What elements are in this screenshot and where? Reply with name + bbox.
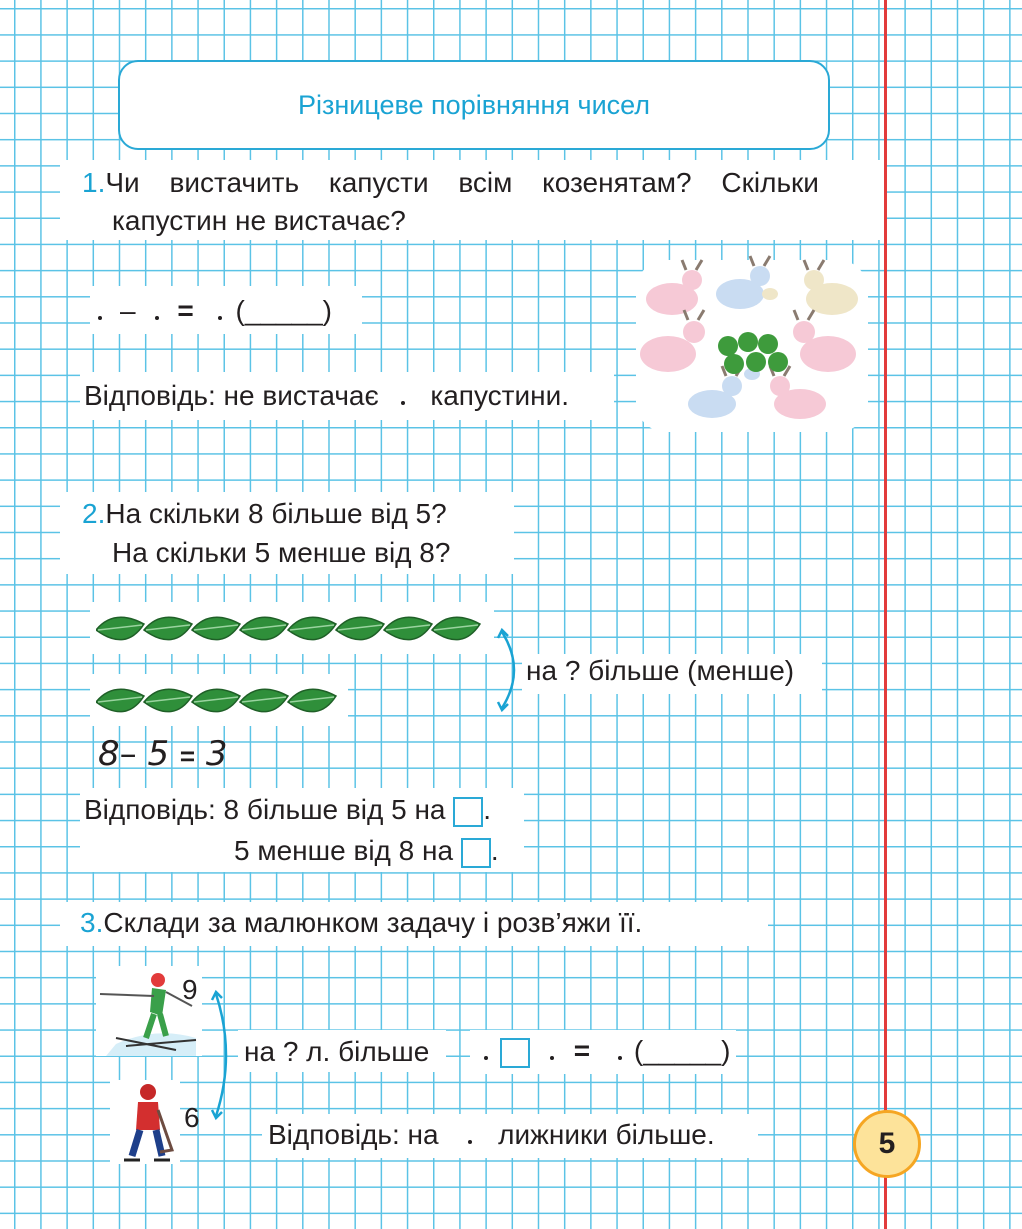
cabbage-icon — [738, 332, 758, 352]
leaf-row-bottom — [96, 680, 346, 724]
task3-number: 3. — [80, 907, 104, 938]
leaf-icon — [144, 689, 192, 711]
task3-equation — [484, 1032, 730, 1070]
equation-slot-result[interactable] — [618, 1056, 622, 1060]
leaf-icon — [144, 617, 192, 639]
leaf-icon — [432, 617, 480, 639]
task1-question-line1: Чи вистачить капусти всім козенятам? Скільки — [105, 167, 819, 198]
task2-question-line1-text: На скільки 8 більше від 5? — [105, 498, 447, 529]
task1-equation — [98, 292, 332, 330]
task3-answer-prefix: Відповідь: на — [268, 1119, 439, 1150]
period: . — [483, 794, 492, 825]
cabbage-icon — [724, 354, 744, 374]
task2-arrow-label: на ? більше (менше) — [526, 655, 795, 686]
hockey-players-count: 6 — [184, 1102, 200, 1133]
notebook-margin-line — [884, 0, 887, 1229]
task2-answer-line2-text: 5 менше від 8 на — [234, 835, 454, 866]
unit-blank[interactable]: (_____) — [235, 295, 333, 326]
operation-box[interactable] — [500, 1038, 530, 1068]
answer-box-more[interactable] — [453, 797, 483, 827]
cabbage-icon — [718, 336, 738, 356]
task3-compare-arrow — [206, 988, 236, 1122]
equation-slot-b[interactable] — [550, 1056, 554, 1060]
skiers-count: 9 — [182, 974, 198, 1005]
equation-slot-a[interactable] — [98, 316, 102, 320]
task2-sample-equation — [98, 734, 228, 774]
goats-cabbage-illustration — [632, 254, 872, 438]
goat-icon — [762, 288, 778, 300]
task2-answer-line1 — [84, 791, 491, 829]
task1-answer — [84, 377, 569, 415]
eq-result: 3 — [205, 734, 228, 774]
leaf-icon — [240, 617, 288, 639]
equation-slot-b[interactable] — [155, 316, 159, 320]
leaf-icon — [192, 689, 240, 711]
equals-sign: = — [177, 295, 194, 326]
task3-question-text: Склади за малюнком задачу і розв’яжи її. — [103, 907, 643, 938]
task2-question-line1 — [82, 495, 447, 533]
task1-question — [82, 164, 819, 202]
leaf-icon — [384, 617, 432, 639]
equation-slot-result[interactable] — [218, 316, 222, 320]
leaf-icon — [288, 617, 336, 639]
leaf-icon — [240, 689, 288, 711]
eq-b: 5 — [147, 734, 170, 774]
eq-equals: = — [179, 741, 196, 771]
leaf-icon — [96, 689, 144, 711]
leaf-icon — [192, 617, 240, 639]
period: . — [490, 835, 499, 866]
task2-number: 2. — [82, 498, 106, 529]
task2-answer-line2 — [234, 832, 499, 870]
task3-question — [80, 904, 642, 942]
cabbage-icon — [768, 352, 788, 372]
hockey-player-icon — [110, 1080, 180, 1164]
task1-answer-slot[interactable] — [401, 401, 405, 405]
leaf-row-top — [96, 608, 492, 652]
task3-answer-suffix: лижники більше. — [498, 1119, 715, 1150]
task2-question-line2: На скільки 5 менше від 8? — [112, 537, 451, 568]
page-title-text: Різницеве порівняння чисел — [297, 89, 651, 120]
page-number — [853, 1110, 921, 1178]
task1-number: 1. — [82, 167, 106, 198]
task3-arrow-label: на ? л. більше — [244, 1036, 430, 1067]
cabbage-icon — [746, 352, 766, 372]
task1-answer-prefix: Відповідь: не вистачає — [84, 380, 379, 411]
cabbage-icon — [758, 334, 778, 354]
equation-slot-a[interactable] — [484, 1056, 488, 1060]
eq-a: 8 — [98, 734, 120, 774]
leaf-icon — [288, 689, 336, 711]
answer-box-less[interactable] — [461, 838, 491, 868]
unit-blank[interactable]: (_____) — [633, 1035, 731, 1066]
page-number-text: 5 — [878, 1127, 896, 1160]
equals-sign: = — [573, 1035, 591, 1066]
eq-minus: – — [119, 734, 137, 774]
leaf-icon — [96, 617, 144, 639]
minus-sign: – — [120, 295, 136, 326]
task3-answer — [268, 1116, 715, 1154]
page-title — [118, 60, 830, 150]
task2-answer-line1-text: Відповідь: 8 більше від 5 на — [84, 794, 446, 825]
task1-answer-suffix: капустини. — [430, 380, 569, 411]
task3-answer-slot[interactable] — [468, 1140, 472, 1144]
task1-question-line2: капустин не вистачає? — [112, 205, 406, 236]
leaf-icon — [336, 617, 384, 639]
